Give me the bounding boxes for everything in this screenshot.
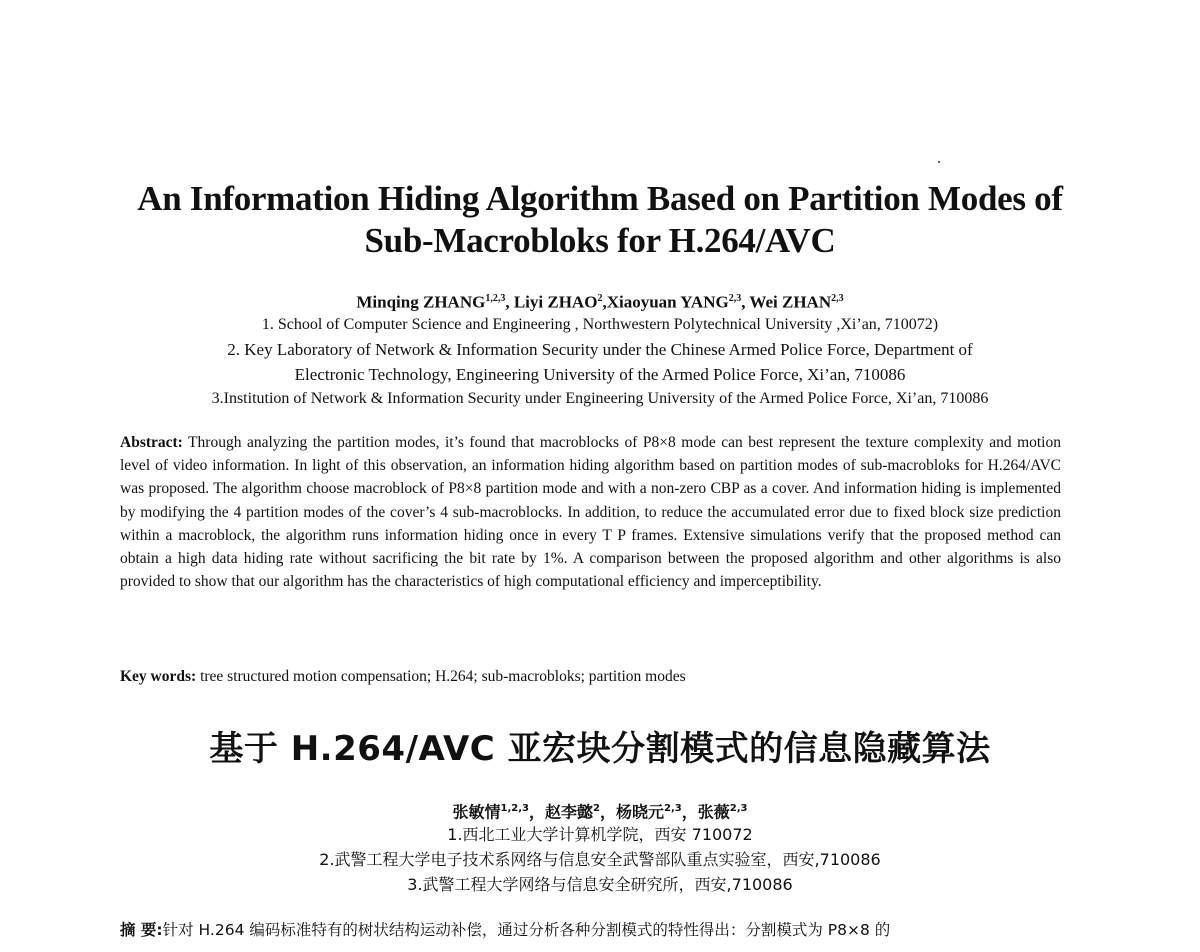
scan-speck <box>938 161 940 163</box>
authors-cn <box>100 798 1100 823</box>
affiliation-cn-3: 3.武警工程大学网络与信息安全研究所，西安,710086 <box>407 875 793 894</box>
author-4: , Wei ZHAN <box>741 292 832 312</box>
affiliation-2-cont: Electronic Technology, Engineering University of the Armed Police Force, Xi’an, 710086 <box>294 365 906 384</box>
author-cn-2-affil: 2 <box>593 803 600 814</box>
author-cn-2: ，赵李懿 <box>529 802 594 822</box>
abstract-cn-label: 摘 要: <box>120 921 163 939</box>
paper-title-en <box>100 178 1100 262</box>
author-3: ,Xiaoyuan YANG <box>602 292 729 312</box>
author-1-affil: 1,2,3 <box>485 293 506 304</box>
author-1: Minqing ZHANG <box>356 292 486 312</box>
abstract-cn-body: 针对 H.264 编码标准特有的树状结构运动补偿，通过分析各种分割模式的特性得出：分割模式为 P8×8 的 <box>162 921 891 939</box>
affiliation-cn-2: 2.武警工程大学电子技术系网络与信息安全武警部队重点实验室，西安,710086 <box>319 850 881 869</box>
affiliation-1: 1. School of Computer Science and Engineering , Northwestern Polytechnical University ,Xi’an, 710072) <box>261 316 939 333</box>
abstract-body: Through analyzing the partition modes, it’s found that macroblocks of P8×8 mode can best represent the texture complexity and motion level of video information. In light of this observation, an information hiding algorithm based on partition modes of sub-macrobloks for H.264/AVC was proposed. The algorithm choose macroblock of P8×8 partition mode and with a non-zero CBP as a cover. And information hiding is implemented by modifying the 4 partition modes of the cover’s 4 sub-macroblocks. In addition, to reduce the accumulated error due to fixed block size prediction within a macroblock, the algorithm runs information hiding once in every T P frames. Extensive simulations verify that the proposed method can obtain a high data hiding rate without sacrificing the bit rate by 1%. A comparison between the proposed algorithm and other algorithms is also provided to show that our algorithm has the characteristics of high computational efficiency and imperceptibility. <box>120 434 1061 591</box>
author-4-affil: 2,3 <box>831 293 844 304</box>
author-cn-3: ，杨晓元 <box>600 802 665 822</box>
abstract-cn <box>120 918 1061 942</box>
abstract-label: Abstract: <box>120 434 183 451</box>
keywords-en <box>120 665 1061 688</box>
author-cn-1: 张敏情 <box>452 802 501 822</box>
paper-title-cn: 基于 H.264/AVC 亚宏块分割模式的信息隐藏算法 <box>209 729 991 769</box>
author-cn-3-affil: 2,3 <box>664 803 682 814</box>
affiliation-cn-1: 1.西北工业大学计算机学院，西安 710072 <box>447 825 753 844</box>
affiliation-3: 3.Institution of Network & Information Security under Engineering University of the Armed Police Force, Xi’an, 710086 <box>211 390 989 407</box>
author-2-affil: 2 <box>597 293 603 304</box>
title-en-line-1: An Information Hiding Algorithm Based on Partition Modes of <box>137 179 1063 218</box>
author-cn-4-affil: 2,3 <box>729 803 748 814</box>
affiliation-2: 2. Key Laboratory of Network & Information Security under the Chinese Armed Police Force, Department of <box>227 340 973 359</box>
keywords-label: Key words: <box>120 668 197 685</box>
abstract-en <box>120 431 1061 593</box>
title-en-line-2: Sub-Macrobloks for H.264/AVC <box>364 221 836 260</box>
author-2: , Liyi ZHAO <box>505 292 598 312</box>
authors-en <box>100 288 1100 314</box>
keywords-body: tree structured motion compensation; H.264; sub-macrobloks; partition modes <box>196 668 686 685</box>
author-3-affil: 2,3 <box>728 293 742 304</box>
author-cn-4: ，张薇 <box>681 802 730 822</box>
author-cn-1-affil: 1,2,3 <box>500 803 530 814</box>
